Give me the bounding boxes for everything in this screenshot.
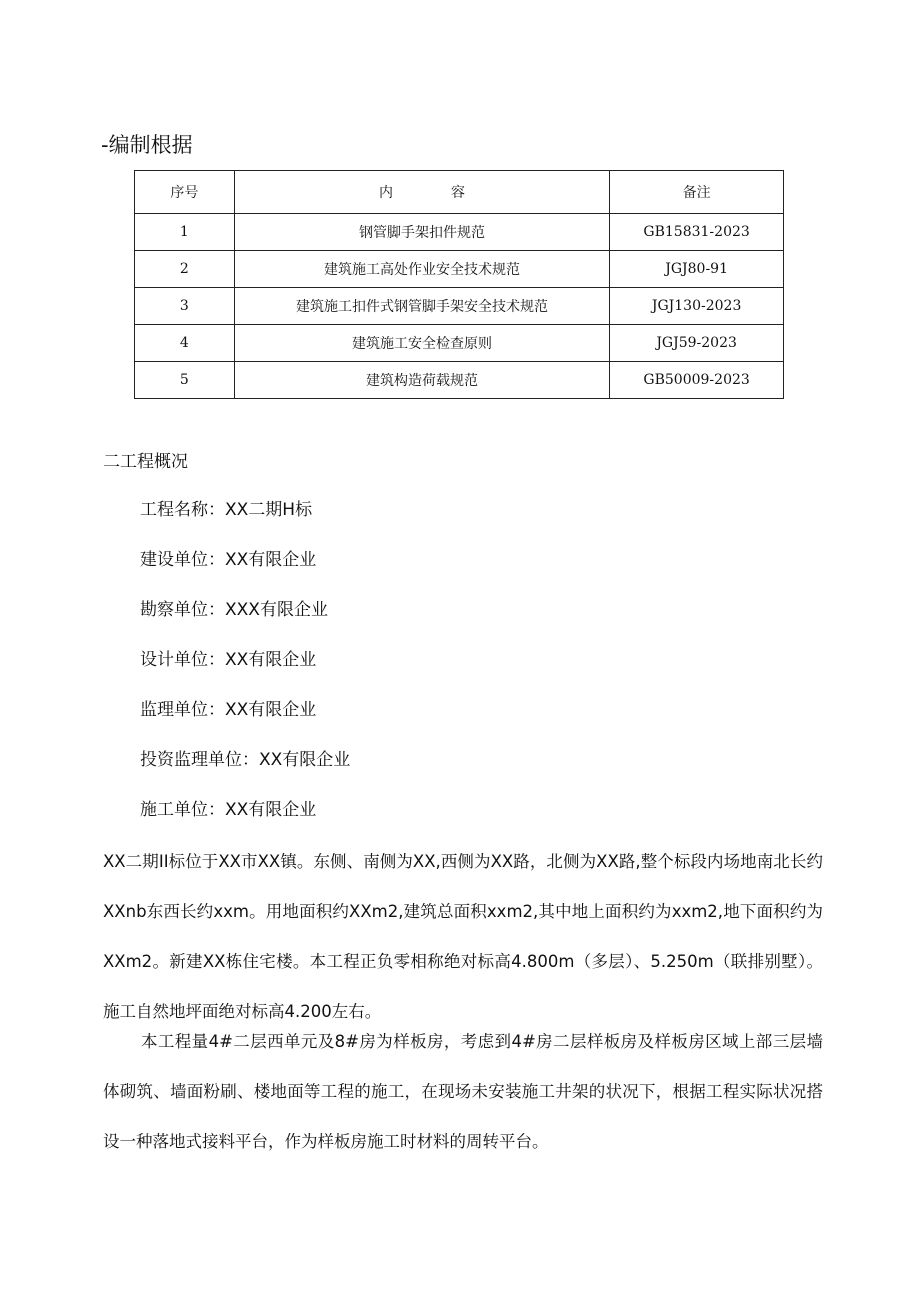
header-content-part1: 内 (378, 185, 393, 201)
cell-note: JGJ130-2023 (610, 288, 784, 325)
table-header-row (135, 171, 784, 214)
table-row (135, 214, 784, 251)
cell-content: 建筑施工高处作业安全技术规范 (234, 251, 610, 288)
info-supervision: 监理单位：XX有限企业 (140, 700, 317, 720)
info-design: 设计单位：XX有限企业 (140, 650, 317, 670)
section-title-overview: 二工程概况 (103, 452, 188, 472)
cell-note: JGJ59-2023 (610, 325, 784, 362)
cell-content: 建筑施工安全检查原则 (234, 325, 610, 362)
header-content (234, 171, 610, 214)
info-construction: 施工单位：XX有限企业 (140, 800, 317, 820)
info-survey: 勘察单位：XXX有限企业 (140, 600, 328, 620)
cell-content: 建筑施工扣件式钢管脚手架安全技术规范 (234, 288, 610, 325)
cell-no: 2 (135, 251, 235, 288)
info-project-name: 工程名称：XX二期H标 (140, 500, 313, 520)
cell-content: 钢管脚手架扣件规范 (234, 214, 610, 251)
overview-paragraph-1: XX二期II标位于XX市XX镇。东侧、南侧为XX,西侧为XX路，北侧为XX路,整个标段内场地南北长约XXnb东西长约xxm。用地面积约XXm2,建筑总面积xxm2,其中地上面积约为xxm2,地下面积约为XXm2。新建XX栋住宅楼。本工程正负零相称绝对标高4.800m（多层）、5.250m（联排别墅）。施工自然地坪面绝对标高4.200左右。 (103, 852, 823, 1021)
cell-content: 建筑构造荷载规范 (234, 362, 610, 399)
cell-note: GB50009-2023 (610, 362, 784, 399)
reference-table (134, 170, 784, 399)
table-row (135, 251, 784, 288)
cell-no: 4 (135, 325, 235, 362)
cell-note: GB15831-2023 (610, 214, 784, 251)
section-title-basis: -编制根据 (101, 133, 193, 157)
table-row (135, 362, 784, 399)
overview-paragraph-2: 本工程量4#二层西单元及8#房为样板房，考虑到4#房二层样板房及样板房区域上部三层墙体砌筑、墙面粉刷、楼地面等工程的施工，在现场未安装施工井架的状况下，根据工程实际状况搭设一种落地式接料平台，作为样板房施工时材料的周转平台。 (103, 1032, 823, 1151)
header-note: 备注 (610, 171, 784, 214)
header-content-part2: 容 (450, 185, 465, 201)
cell-note: JGJ80-91 (610, 251, 784, 288)
table-row (135, 288, 784, 325)
info-builder: 建设单位：XX有限企业 (140, 550, 317, 570)
header-no: 序号 (135, 171, 235, 214)
cell-no: 1 (135, 214, 235, 251)
info-investment-supervision: 投资监理单位：XX有限企业 (140, 750, 351, 770)
table-row (135, 325, 784, 362)
cell-no: 3 (135, 288, 235, 325)
cell-no: 5 (135, 362, 235, 399)
